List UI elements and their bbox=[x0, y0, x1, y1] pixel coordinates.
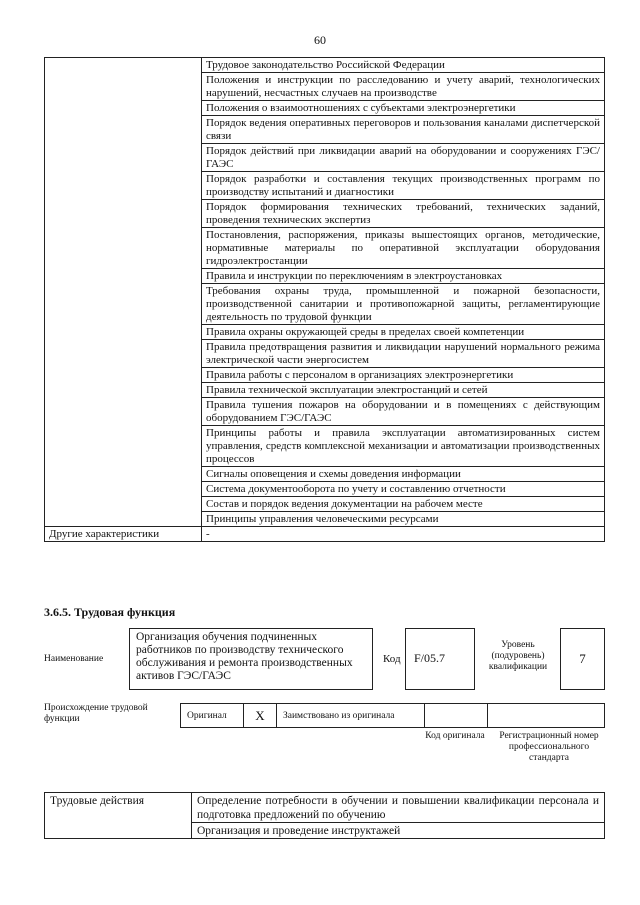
section-title: 3.6.5. Трудовая функция bbox=[44, 605, 176, 619]
function-name-box: Организация обучения подчиненных работников по производству технического обслуживания и ремонта производственных активов ГЭС/ГАЭС bbox=[129, 628, 373, 690]
reg-number-caption: Регистрационный номер профессионального стандарта bbox=[499, 731, 599, 763]
labor-action-row bbox=[45, 793, 605, 823]
origin-code-caption: Код оригинала bbox=[425, 731, 485, 741]
borrowed-label: Заимствовано из оригинала bbox=[277, 704, 425, 727]
name-label: Наименование bbox=[44, 654, 104, 664]
original-mark: X bbox=[244, 704, 277, 727]
knowledge-row bbox=[45, 58, 605, 73]
knowledge-item: Правила предотвращения развития и ликвидации нарушений нормального режима электрической части энергосистем bbox=[202, 340, 605, 368]
knowledge-item: Порядок ведения оперативных переговоров и пользования каналами диспетчерской связи bbox=[202, 116, 605, 144]
knowledge-item: Постановления, распоряжения, приказы вышестоящих органов, методические, нормативные материалы по оперативной эксплуатации оборудования гидроэлектростанции bbox=[202, 228, 605, 269]
function-code-box: F/05.7 bbox=[405, 628, 475, 690]
origin-label: Происхождение трудовой функции bbox=[44, 703, 148, 724]
knowledge-item: Сигналы оповещения и схемы доведения информации bbox=[202, 467, 605, 482]
knowledge-item: Порядок действий при ликвидации аварий на оборудовании и сооружениях ГЭС/ГАЭС bbox=[202, 144, 605, 172]
origin-row bbox=[180, 703, 605, 728]
knowledge-item: Состав и порядок ведения документации на рабочем месте bbox=[202, 497, 605, 512]
knowledge-item: Порядок формирования технических требований, технических заданий, проведения технических экспертиз bbox=[202, 200, 605, 228]
knowledge-item: Принципы работы и правила эксплуатации автоматизированных систем управления, средств комплексной механизации и автоматизации производственных процессов bbox=[202, 426, 605, 467]
knowledge-item: Правила тушения пожаров на оборудовании и в помещениях с действующим оборудованием ГЭС/ГАЭС bbox=[202, 398, 605, 426]
other-characteristics-label: Другие характеристики bbox=[45, 527, 202, 542]
code-label: Код bbox=[383, 653, 401, 665]
knowledge-item: Правила работы с персоналом в организациях электроэнергетики bbox=[202, 368, 605, 383]
labor-actions-label: Трудовые действия bbox=[45, 793, 192, 839]
required-knowledge-table bbox=[44, 57, 605, 542]
knowledge-item: Положения и инструкции по расследованию и учету аварий, технологических нарушений, несчастных случаев на производстве bbox=[202, 73, 605, 101]
knowledge-item: Порядок разработки и составления текущих производственных программ по производству испытаний и диагностики bbox=[202, 172, 605, 200]
knowledge-item: Правила и инструкции по переключениям в электроустановках bbox=[202, 269, 605, 284]
knowledge-item: Правила охраны окружающей среды в пределах своей компетенции bbox=[202, 325, 605, 340]
qualification-level-box: 7 bbox=[560, 628, 605, 690]
knowledge-item: Трудовое законодательство Российской Федерации bbox=[202, 58, 605, 73]
knowledge-item: Система документооборота по учету и составлению отчетности bbox=[202, 482, 605, 497]
knowledge-item: Правила технической эксплуатации электростанций и сетей bbox=[202, 383, 605, 398]
other-characteristics-row bbox=[45, 527, 605, 542]
labor-action-item: Организация и проведение инструктажей bbox=[192, 823, 605, 839]
original-label: Оригинал bbox=[181, 704, 244, 727]
other-characteristics-value: - bbox=[202, 527, 605, 542]
origin-code-cell bbox=[425, 704, 488, 727]
labor-action-item: Определение потребности в обучении и повышении квалификации персонала и подготовка предложений по обучению bbox=[192, 793, 605, 823]
reg-number-cell bbox=[488, 704, 604, 727]
knowledge-label-cell bbox=[45, 58, 202, 527]
page-number: 60 bbox=[314, 33, 326, 47]
labor-actions-table bbox=[44, 792, 605, 839]
knowledge-item: Принципы управления человеческими ресурсами bbox=[202, 512, 605, 527]
knowledge-item: Требования охраны труда, промышленной и пожарной безопасности, производственной санитарии и противопожарной защиты, регламентирующие деятельность по трудовой функции bbox=[202, 284, 605, 325]
qualification-level-label: Уровень (подуровень) квалификации bbox=[488, 640, 548, 672]
knowledge-item: Положения о взаимоотношениях с субъектами электроэнергетики bbox=[202, 101, 605, 116]
